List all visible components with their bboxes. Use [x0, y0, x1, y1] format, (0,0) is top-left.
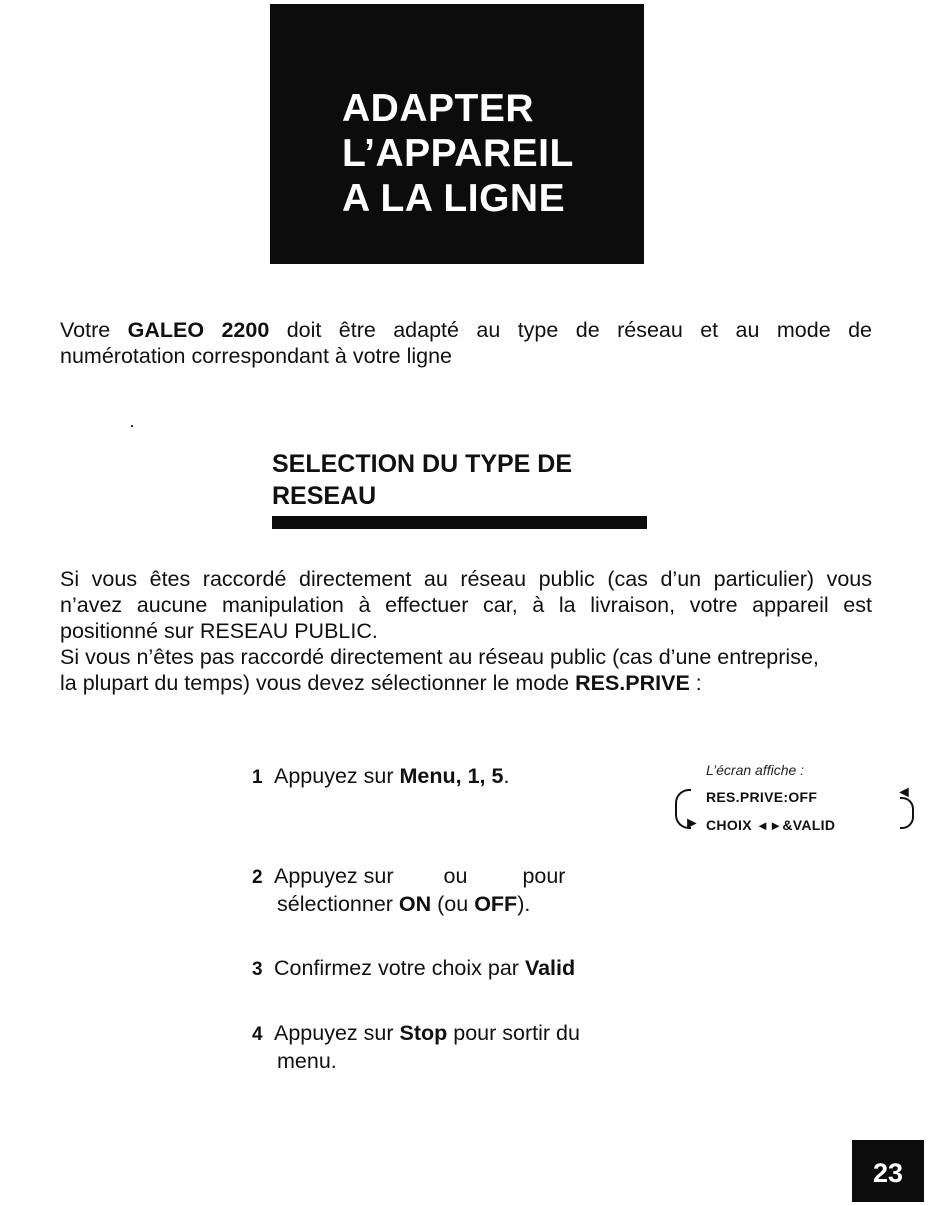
step-2-line-2 — [252, 891, 565, 917]
step-text: Appuyez sur — [274, 1021, 400, 1045]
step-text: Appuyez sur — [274, 764, 400, 788]
section-underline-bar — [272, 516, 647, 529]
screen-text: &VALID — [782, 817, 836, 833]
body-text: : — [689, 671, 702, 695]
intro-text: Votre — [60, 318, 128, 342]
screen-text: CHOIX — [706, 817, 757, 833]
step-number: 1 — [252, 767, 263, 788]
step-text: pour — [522, 864, 566, 888]
page-number: 23 — [852, 1140, 924, 1202]
step-text: (ou — [431, 892, 475, 916]
step-key: Valid — [524, 956, 576, 980]
stray-dot — [131, 425, 133, 427]
arrow-right-icon: ► — [684, 815, 700, 832]
step-key: Stop — [399, 1021, 448, 1045]
step-number: 4 — [252, 1024, 263, 1045]
right-arrow-icon: ► — [769, 818, 783, 833]
intro-text: doit être adapté au type de réseau et au mode de — [269, 318, 872, 342]
chapter-title-line: A LA LIGNE — [342, 177, 566, 220]
step-2 — [252, 863, 565, 917]
bracket-right-icon — [900, 797, 914, 829]
step-key: Menu, 1, 5 — [399, 764, 504, 788]
mode-name: RES.PRIVE — [575, 671, 690, 695]
section-title-line: RESEAU — [272, 482, 377, 510]
step-4-line-2: menu. — [277, 1049, 337, 1073]
body-line — [60, 670, 890, 696]
screen-line-1: RES.PRIVE:OFF — [706, 789, 818, 805]
chapter-title-line: ADAPTER — [342, 87, 535, 130]
step-3 — [252, 955, 575, 983]
section-title-line: SELECTION DU TYPE DE — [272, 450, 573, 478]
left-arrow-icon: ◄ — [756, 818, 770, 833]
step-text: Appuyez sur — [274, 864, 394, 888]
chapter-title-line: L’APPAREIL — [342, 132, 574, 175]
intro-line-2: numérotation correspondant à votre ligne — [60, 344, 453, 368]
body-line: n’avez aucune manipulation à effectuer car, à la livraison, votre appareil est — [60, 593, 872, 617]
option-off: OFF — [474, 892, 518, 916]
product-name: GALEO 2200 — [127, 318, 270, 342]
body-line: Si vous êtes raccordé directement au réseau public (cas d’un particulier) vous — [60, 567, 872, 591]
step-1 — [252, 763, 509, 791]
step-text: sélectionner — [277, 892, 399, 916]
section-title — [272, 448, 572, 512]
step-text: Confirmez votre choix par — [274, 956, 525, 980]
body-line: positionné sur RESEAU PUBLIC. — [60, 619, 378, 643]
step-number: 2 — [252, 867, 263, 888]
step-text: . — [503, 764, 510, 788]
step-text: pour sortir du — [447, 1021, 580, 1045]
step-text: ou — [443, 864, 468, 888]
body-line: Si vous n’êtes pas raccordé directement au réseau public (cas d’une entreprise, — [60, 645, 819, 669]
intro-paragraph — [60, 317, 872, 369]
chapter-title-box — [270, 4, 644, 264]
step-number: 3 — [252, 959, 263, 980]
body-text: la plupart du temps) vous devez sélectionner le mode — [60, 671, 576, 695]
step-4 — [252, 1020, 580, 1074]
intro-line-1 — [60, 317, 872, 343]
body-paragraph-1 — [60, 566, 872, 644]
arrow-left-icon: ◄ — [896, 784, 912, 801]
body-paragraph-2 — [60, 644, 890, 696]
screen-caption: L’écran affiche : — [706, 762, 805, 778]
option-on: ON — [398, 892, 432, 916]
screen-line-2 — [706, 817, 835, 833]
step-text: ). — [517, 892, 531, 916]
chapter-title — [342, 86, 574, 221]
